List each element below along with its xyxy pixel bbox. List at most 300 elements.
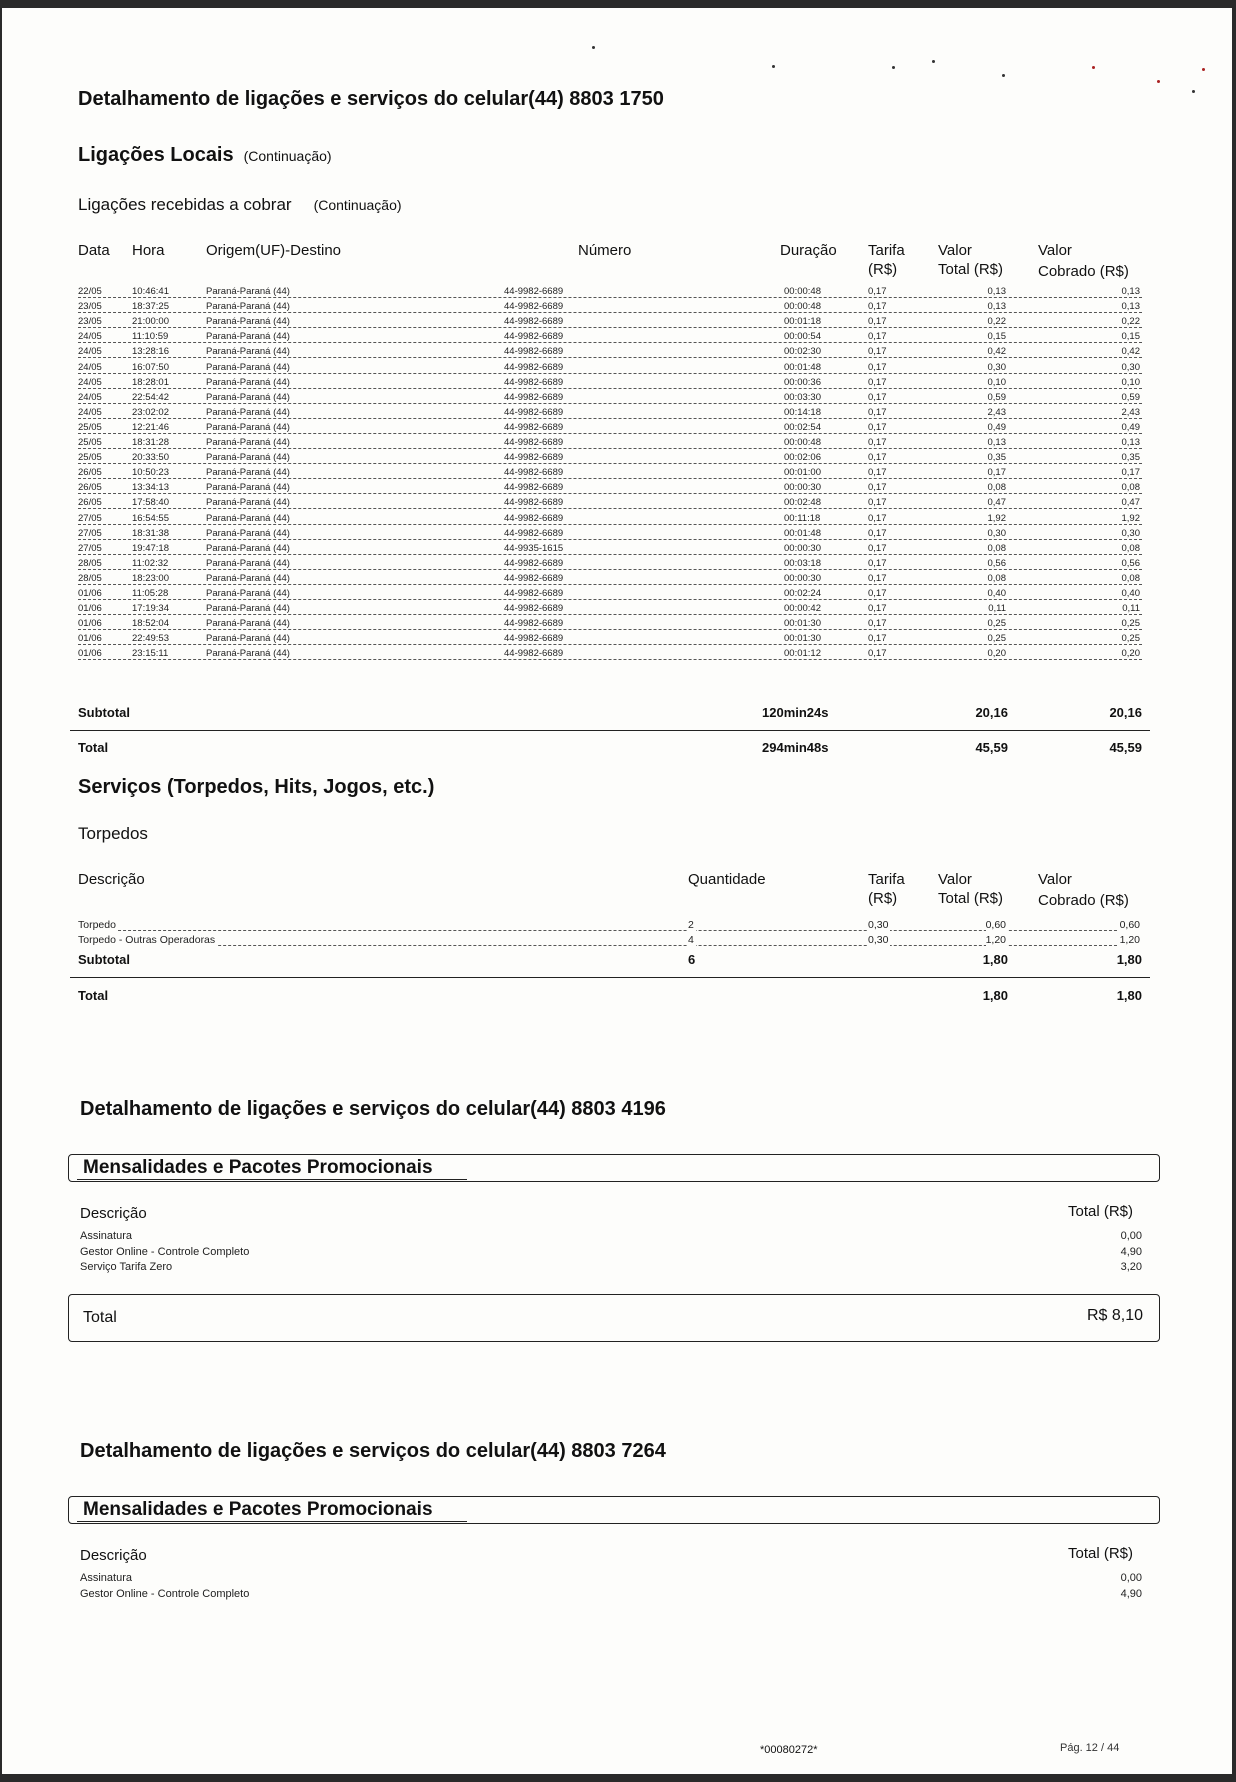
cell-route: Paraná-Paraná (44) [206,618,290,630]
cell-route: Paraná-Paraná (44) [206,406,290,418]
row-dotted-leader [78,945,1142,946]
table-row [78,512,1142,527]
cell-total: 1,92 [987,512,1006,524]
row-dotted-leader [78,629,1142,630]
underline [77,1179,467,1180]
cell-time: 11:10:59 [132,331,169,343]
cell-duration: 00:00:48 [784,301,821,313]
cell-total: 0,13 [987,286,1006,297]
cell-time: 19:47:18 [132,542,169,554]
cell-date: 26/05 [78,467,102,479]
cell-route: Paraná-Paraná (44) [206,603,290,615]
table-row [78,617,1142,632]
cell-number: 44-9982-6689 [504,391,564,403]
cell-quantity: 4 [688,934,694,946]
cell-charged: 0,20 [1121,648,1140,660]
cell-total: 0,25 [987,633,1006,645]
cell-number: 44-9982-6689 [504,603,564,615]
row-dotted-leader [78,614,1142,615]
table-row [78,391,1142,406]
cell-charged: 0,11 [1122,603,1140,615]
table-row [78,466,1142,481]
cell-time: 11:05:28 [132,588,169,599]
total-value: R$ 8,10 [1086,1307,1143,1324]
cell-time: 10:50:23 [132,467,169,479]
subsection-title: Ligações recebidas a cobrar (Continuação) [78,195,402,214]
total-total: 45,59 [975,740,1008,755]
cell-total: 0,08 [987,482,1006,494]
item-value: 0,00 [1120,1230,1142,1242]
cell-time: 23:02:02 [132,406,169,418]
col-header-total: Total (R$) [1068,1203,1134,1220]
cell-charged: 0,13 [1121,286,1140,297]
item-value: 4,90 [1120,1587,1142,1600]
cell-description: Torpedo - Outras Operadoras [78,934,216,946]
item-value: 3,20 [1120,1261,1142,1273]
services-subtotal-label: Subtotal [78,952,130,967]
cell-time: 18:52:04 [132,618,169,630]
cell-duration: 00:00:36 [784,376,821,388]
row-dotted-leader [78,388,1142,389]
item-label: Serviço Tarifa Zero [80,1261,173,1273]
cell-duration: 00:00:42 [784,603,821,615]
cell-time: 18:31:28 [132,437,169,448]
cell-rate: 0,17 [868,361,887,373]
cell-date: 28/05 [78,572,102,584]
cell-rate: 0,17 [868,557,887,569]
cell-route: Paraná-Paraná (44) [206,633,290,645]
cell-total: 0,20 [987,648,1006,660]
services-total-charged: 1,80 [1116,988,1142,1003]
cell-total: 0,13 [987,437,1006,448]
cell-number: 44-9982-6689 [504,437,564,448]
subtotal-duration: 120min24s [762,705,829,720]
table-row [78,632,1142,647]
cell-total: 0,22 [987,316,1006,328]
cell-total: 0,59 [987,391,1006,403]
cell-date: 26/05 [78,497,102,509]
cell-charged: 0,08 [1121,542,1140,554]
cell-rate: 0,17 [868,467,887,479]
cell-total: 0,30 [987,527,1006,539]
cell-time: 20:33:50 [132,452,169,464]
col-header-valor-total: Valor Total (R$) [938,242,1004,278]
cell-quantity: 2 [688,919,694,931]
col-header-tarifa: Tarifa (R$) [868,871,905,907]
cell-route: Paraná-Paraná (44) [206,346,290,358]
cell-route: Paraná-Paraná (44) [206,497,290,509]
torpedos-title: Torpedos [78,824,148,843]
cell-duration: 00:00:48 [784,286,821,297]
cell-date: 24/05 [78,346,102,358]
table-row [78,451,1142,466]
cell-charged: 0,13 [1121,301,1140,313]
row-dotted-leader [78,508,1142,509]
table-row [78,421,1142,436]
cell-route: Paraná-Paraná (44) [206,437,290,448]
cell-total: 0,11 [988,603,1006,615]
cell-number: 44-9982-6689 [504,527,564,539]
cell-time: 21:00:00 [132,316,169,328]
row-dotted-leader [78,569,1142,570]
cell-number: 44-9982-6689 [504,361,564,373]
cell-number: 44-9982-6689 [504,301,564,313]
cell-number: 44-9982-6689 [504,452,564,464]
cell-rate: 0,17 [868,482,887,494]
cell-number: 44-9982-6689 [504,286,564,297]
cell-total: 0,10 [987,376,1006,388]
col-header-valor-cobrado: Valor Cobrado (R$) [1038,242,1129,280]
cell-time: 16:07:50 [132,361,169,373]
cell-duration: 00:11:18 [784,512,821,524]
cell-charged: 0,15 [1121,331,1140,343]
total-charged: 45,59 [1109,740,1142,755]
col-header-tarifa: Tarifa (R$) [868,242,905,278]
cell-time: 10:46:41 [132,286,169,297]
cell-route: Paraná-Paraná (44) [206,391,290,403]
cell-rate: 0,17 [868,452,887,464]
underline [77,1521,467,1522]
services-total-total: 1,80 [982,988,1008,1003]
total-label: Total [78,740,109,755]
cell-charged: 0,60 [1119,919,1140,931]
cell-number: 44-9982-6689 [504,331,564,343]
table-row [78,361,1142,376]
cell-date: 27/05 [78,527,102,539]
cell-route: Paraná-Paraná (44) [206,316,290,328]
row-dotted-leader [78,659,1142,660]
col-header-descricao: Descrição [80,1205,147,1222]
table-row [78,330,1142,345]
cell-route: Paraná-Paraná (44) [206,648,290,660]
cell-charged: 0,42 [1121,346,1140,358]
cell-date: 24/05 [78,361,102,373]
cell-description: Torpedo [78,919,116,931]
cell-date: 01/06 [78,618,102,630]
cell-number: 44-9982-6689 [504,618,564,630]
cell-route: Paraná-Paraná (44) [206,542,290,554]
cell-time: 11:02:32 [132,557,169,569]
table-row [78,587,1142,602]
table-row [78,481,1142,496]
cell-charged: 0,35 [1121,452,1140,464]
cell-duration: 00:01:48 [784,361,821,373]
cell-total: 0,15 [987,331,1006,343]
row-dotted-leader [78,463,1142,464]
cell-date: 26/05 [78,482,102,494]
scan-speck [892,66,895,69]
cell-total: 0,56 [987,557,1006,569]
scan-speck [1202,68,1205,71]
cell-rate: 0,17 [868,512,887,524]
table-row [78,647,1142,662]
cell-charged: 0,08 [1121,572,1140,584]
cell-date: 27/05 [78,512,102,524]
scan-speck [1192,90,1195,93]
cell-duration: 00:01:18 [784,316,821,328]
cell-date: 24/05 [78,376,102,388]
cell-date: 25/05 [78,452,102,464]
cell-charged: 2,43 [1121,406,1140,418]
cell-duration: 00:00:30 [784,542,821,554]
cell-number: 44-9982-6689 [504,376,564,388]
cell-charged: 0,30 [1121,361,1140,373]
col-header-origem: Origem(UF)-Destino [206,242,342,259]
cell-charged: 1,92 [1121,512,1140,524]
row-dotted-leader [78,524,1142,525]
row-dotted-leader [78,539,1142,540]
cell-rate: 0,17 [868,406,887,418]
table-row [78,602,1142,617]
services-total-label: Total [78,988,109,1003]
cell-total: 0,30 [987,361,1006,373]
col-header-quantidade: Quantidade [688,871,766,888]
table-row [78,436,1142,451]
cell-total: 0,13 [987,301,1006,313]
section-title: Detalhamento de ligações e serviços do celular(44) 8803 4196 [80,1098,666,1120]
cell-route: Paraná-Paraná (44) [206,331,290,343]
bill-page [2,8,1232,1774]
cell-route: Paraná-Paraná (44) [206,572,290,584]
cell-total: 0,49 [987,421,1006,433]
cell-rate: 0,17 [868,603,887,615]
cell-date: 25/05 [78,437,102,448]
cell-rate: 0,17 [868,588,887,599]
cell-time: 17:58:40 [132,497,169,509]
services-subtotal-quantity: 6 [688,952,696,967]
cell-time: 18:23:00 [132,572,169,584]
cell-number: 44-9982-6689 [504,633,564,645]
cell-total: 0,25 [987,618,1006,630]
cell-rate: 0,17 [868,376,887,388]
cell-number: 44-9982-6689 [504,588,564,599]
row-dotted-leader [78,373,1142,374]
cell-duration: 00:03:30 [784,391,821,403]
item-label: Gestor Online - Controle Completo [80,1587,250,1600]
cell-charged: 0,49 [1121,421,1140,433]
cell-duration: 00:01:30 [784,633,821,645]
col-header-hora: Hora [132,242,165,259]
cell-time: 22:54:42 [132,391,169,403]
cell-number: 44-9982-6689 [504,482,564,494]
cell-rate: 0,17 [868,527,887,539]
cell-date: 24/05 [78,406,102,418]
cell-route: Paraná-Paraná (44) [206,588,290,599]
row-dotted-leader [78,599,1142,600]
scan-speck [932,60,935,63]
cell-rate: 0,17 [868,301,887,313]
cell-duration: 00:02:30 [784,346,821,358]
cell-time: 23:15:11 [132,648,169,660]
cell-date: 01/06 [78,633,102,645]
box-title: Mensalidades e Pacotes Promocionais [83,1157,433,1178]
box-header [68,1154,1160,1182]
cell-number: 44-9982-6689 [504,421,564,433]
col-header-descricao: Descrição [80,1547,147,1564]
row-dotted-leader [78,357,1142,358]
cell-route: Paraná-Paraná (44) [206,482,290,494]
cell-date: 23/05 [78,301,102,313]
cell-route: Paraná-Paraná (44) [206,286,290,297]
cell-total: 1,20 [985,934,1006,946]
table-row [78,496,1142,511]
section-title: Detalhamento de ligações e serviços do celular(44) 8803 1750 [78,88,664,110]
cell-route: Paraná-Paraná (44) [206,467,290,479]
box-title: Mensalidades e Pacotes Promocionais [83,1499,433,1520]
subtotal-label: Subtotal [78,705,130,720]
divider [70,730,1150,731]
cell-rate: 0,17 [868,286,887,297]
col-header-valor-cobrado: Valor Cobrado (R$) [1038,871,1129,909]
table-row [78,557,1142,572]
table-row [78,406,1142,421]
cell-charged: 0,10 [1121,376,1140,388]
subtotal-charged: 20,16 [1109,705,1142,720]
cell-charged: 0,13 [1121,437,1140,448]
box-header [68,1496,1160,1524]
cell-duration: 00:14:18 [784,406,821,418]
cell-charged: 0,47 [1121,497,1140,509]
total-duration: 294min48s [762,740,829,755]
row-dotted-leader [78,644,1142,645]
cell-date: 01/06 [78,648,102,660]
table-row [78,527,1142,542]
row-dotted-leader [78,478,1142,479]
row-dotted-leader [78,327,1142,328]
row-dotted-leader [78,584,1142,585]
cell-total: 0,60 [985,919,1006,931]
cell-time: 12:21:46 [132,421,169,433]
services-subtotal-total: 1,80 [982,952,1008,967]
cell-time: 17:19:34 [132,603,169,615]
item-value: 0,00 [1120,1572,1142,1584]
divider [70,977,1150,978]
cell-charged: 0,59 [1121,391,1140,403]
table-row [78,300,1142,315]
table-row [78,376,1142,391]
row-dotted-leader [78,312,1142,313]
col-header-duracao: Duração [780,242,837,259]
cell-time: 18:28:01 [132,376,169,388]
cell-charged: 0,17 [1121,467,1140,479]
cell-route: Paraná-Paraná (44) [206,361,290,373]
cell-route: Paraná-Paraná (44) [206,527,290,539]
table-row [78,315,1142,330]
cell-number: 44-9935-1615 [504,542,564,554]
cell-number: 44-9982-6689 [504,467,564,479]
scan-speck [1092,66,1095,69]
col-header-valor-total: Valor Total (R$) [938,871,1004,907]
item-label: Assinatura [80,1230,132,1242]
cell-duration: 00:02:24 [784,588,821,599]
scan-speck [592,46,595,49]
cell-charged: 0,22 [1121,316,1140,328]
row-dotted-leader [78,554,1142,555]
list-item [78,933,1142,948]
cell-number: 44-9982-6689 [504,497,564,509]
cell-rate: 0,17 [868,316,887,328]
services-subtotal-charged: 1,80 [1116,952,1142,967]
total-label: Total [83,1309,117,1326]
cell-time: 18:31:38 [132,527,169,539]
cell-route: Paraná-Paraná (44) [206,512,290,524]
row-dotted-leader [78,418,1142,419]
cell-time: 13:34:13 [132,482,169,494]
cell-number: 44-9982-6689 [504,557,564,569]
cell-rate: 0,17 [868,437,887,448]
cell-duration: 00:00:54 [784,331,821,343]
item-value: 4,90 [1120,1245,1142,1258]
cell-rate: 0,17 [868,421,887,433]
col-header-total: Total (R$) [1068,1545,1134,1562]
services-title: Serviços (Torpedos, Hits, Jogos, etc.) [78,776,435,798]
cell-number: 44-9982-6689 [504,406,564,418]
cell-route: Paraná-Paraná (44) [206,421,290,433]
cell-rate: 0,17 [868,497,887,509]
scan-speck [772,65,775,68]
cell-duration: 00:00:30 [784,482,821,494]
cell-charged: 0,08 [1121,482,1140,494]
cell-date: 23/05 [78,316,102,328]
cell-rate: 0,17 [868,391,887,403]
table-row [78,285,1142,300]
row-dotted-leader [78,448,1142,449]
cell-number: 44-9982-6689 [504,316,564,328]
subtotal-total: 20,16 [975,705,1008,720]
cell-number: 44-9982-6689 [504,512,564,524]
col-header-numero: Número [578,242,632,259]
cell-date: 01/06 [78,603,102,615]
cell-rate: 0,17 [868,542,887,554]
cell-duration: 00:01:12 [784,648,821,660]
cell-rate: 0,17 [868,618,887,630]
cell-route: Paraná-Paraná (44) [206,301,290,313]
cell-date: 22/05 [78,286,102,297]
cell-duration: 00:01:48 [784,527,821,539]
item-label: Assinatura [80,1572,132,1584]
cell-total: 0,35 [987,452,1006,464]
cell-total: 0,08 [987,572,1006,584]
cell-charged: 0,25 [1121,618,1140,630]
cell-charged: 1,20 [1119,934,1140,946]
cell-time: 16:54:55 [132,512,169,524]
cell-duration: 00:00:48 [784,437,821,448]
cell-duration: 00:00:30 [784,572,821,584]
cell-route: Paraná-Paraná (44) [206,376,290,388]
cell-rate: 0,30 [868,934,889,946]
row-dotted-leader [78,433,1142,434]
cell-total: 0,42 [987,346,1006,358]
cell-duration: 00:01:30 [784,618,821,630]
cell-route: Paraná-Paraná (44) [206,452,290,464]
list-item [78,918,1142,933]
cell-time: 22:49:53 [132,633,169,645]
cell-rate: 0,17 [868,633,887,645]
page-number: Pág. 12 / 44 [1060,1742,1120,1754]
table-row [78,345,1142,360]
table-row [78,572,1142,587]
col-header-data: Data [78,242,110,259]
cell-rate: 0,17 [868,346,887,358]
cell-date: 25/05 [78,421,102,433]
cell-charged: 0,40 [1121,588,1140,599]
cell-total: 0,08 [987,542,1006,554]
cell-rate: 0,17 [868,331,887,343]
cell-route: Paraná-Paraná (44) [206,557,290,569]
section-subtitle: Ligações Locais (Continuação) [78,144,332,166]
row-dotted-leader [78,297,1142,298]
cell-charged: 0,30 [1121,527,1140,539]
